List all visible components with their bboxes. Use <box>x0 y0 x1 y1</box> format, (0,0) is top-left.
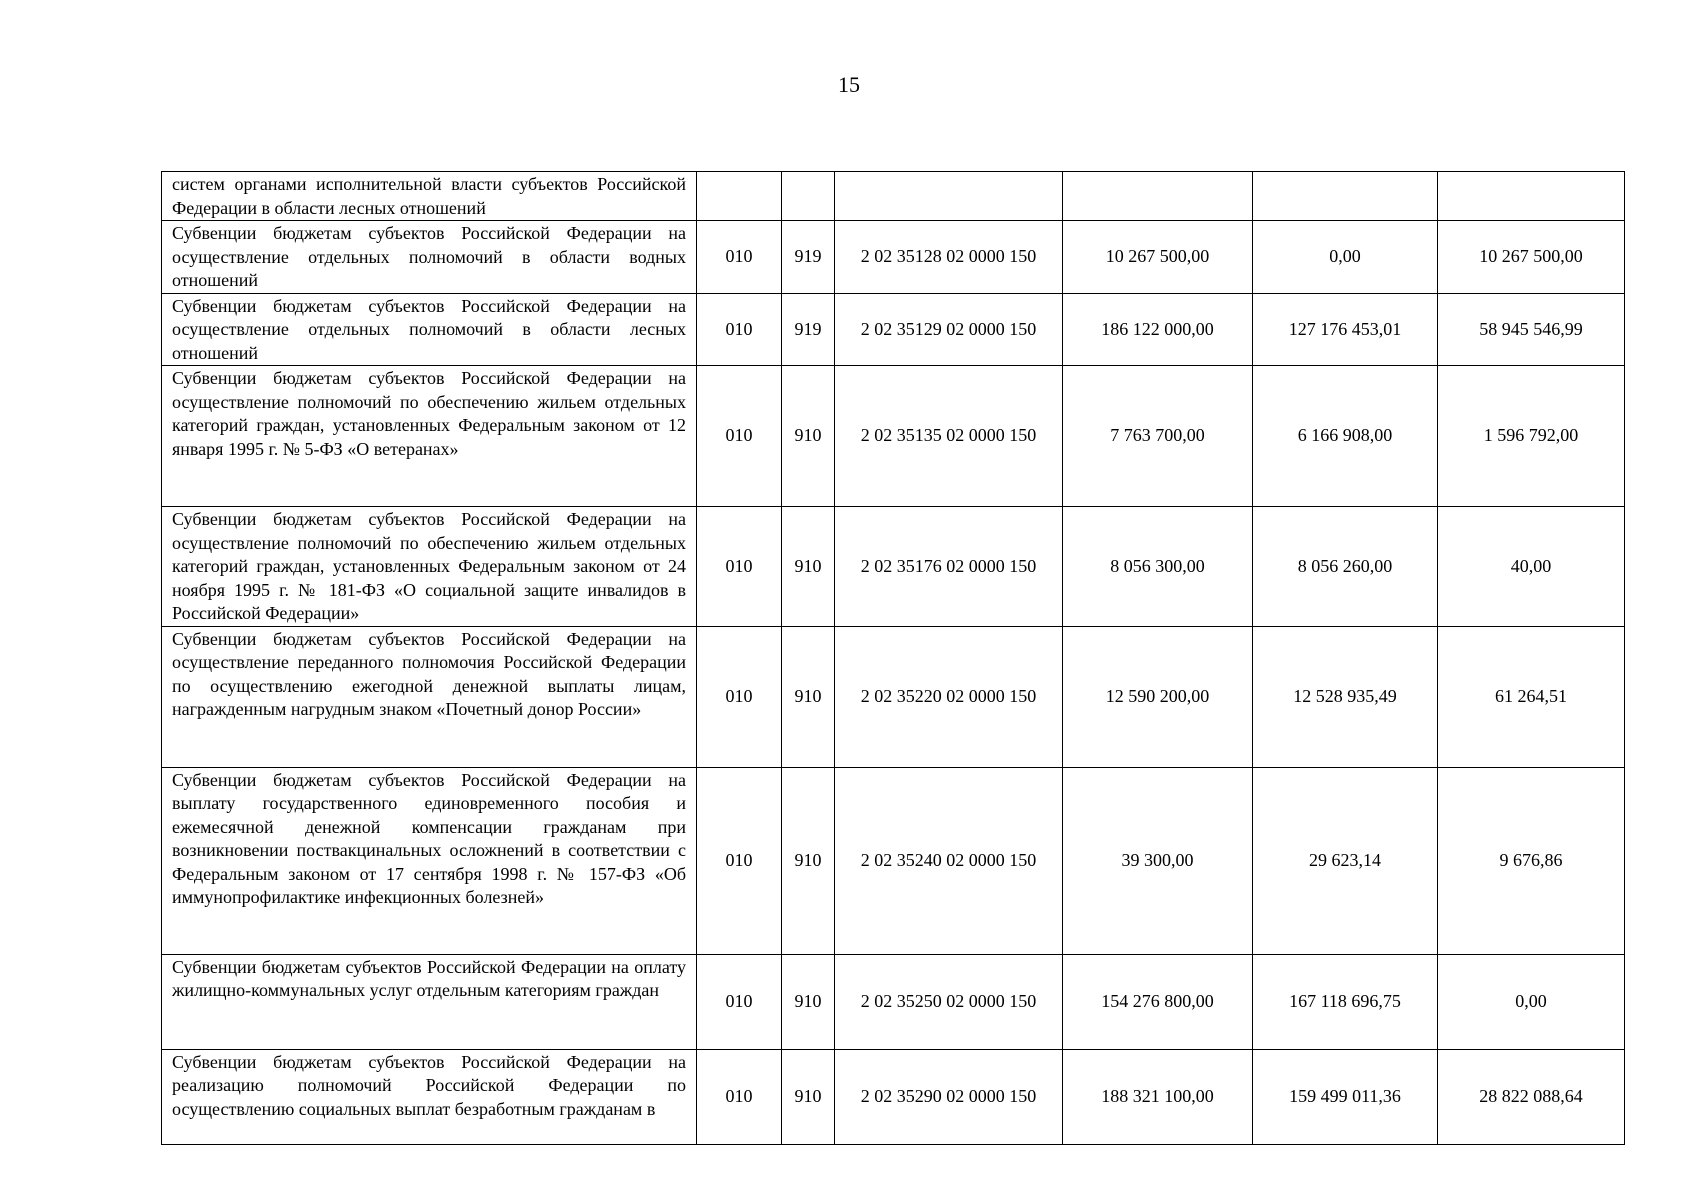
admin-code: 010 <box>697 507 782 627</box>
department-code: 910 <box>782 954 835 1049</box>
budget-table <box>161 171 1625 1145</box>
department-code: 910 <box>782 626 835 767</box>
row-description: Субвенции бюджетам субъектов Российской Федерации на осуществление отдельных полномочий в области водных отношений <box>162 221 697 294</box>
budget-classification-code <box>835 172 1063 221</box>
amount-remaining: 61 264,51 <box>1438 626 1625 767</box>
table-row <box>162 366 1625 507</box>
budget-classification-code: 2 02 35129 02 0000 150 <box>835 293 1063 366</box>
amount-remaining <box>1438 172 1625 221</box>
row-description: Субвенции бюджетам субъектов Российской Федерации на выплату государственного единовременного пособия и ежемесячной денежной компенсации гражданам при возникновении поствакцинальных осложнений в соответствии с Федеральным законом от 17 сентября 1998 г. № 157-ФЗ «Об иммунопрофилактике инфекционных болезней» <box>162 767 697 954</box>
budget-classification-code: 2 02 35250 02 0000 150 <box>835 954 1063 1049</box>
admin-code: 010 <box>697 366 782 507</box>
amount-executed <box>1253 172 1438 221</box>
amount-remaining: 28 822 088,64 <box>1438 1049 1625 1144</box>
amount-planned: 10 267 500,00 <box>1063 221 1253 294</box>
amount-executed: 167 118 696,75 <box>1253 954 1438 1049</box>
amount-executed: 12 528 935,49 <box>1253 626 1438 767</box>
amount-planned: 188 321 100,00 <box>1063 1049 1253 1144</box>
row-description: Субвенции бюджетам субъектов Российской Федерации на осуществление полномочий по обеспечению жильем отдельных категорий граждан, установленных Федеральным законом от 24 ноября 1995 г. № 181-ФЗ «О социальной защите инвалидов в Российской Федерации» <box>162 507 697 627</box>
department-code: 910 <box>782 1049 835 1144</box>
amount-remaining: 1 596 792,00 <box>1438 366 1625 507</box>
row-description: Субвенции бюджетам субъектов Российской Федерации на осуществление полномочий по обеспечению жильем отдельных категорий граждан, установленных Федеральным законом от 12 января 1995 г. № 5-ФЗ «О ветеранах» <box>162 366 697 507</box>
budget-classification-code: 2 02 35135 02 0000 150 <box>835 366 1063 507</box>
department-code: 919 <box>782 221 835 294</box>
amount-executed: 159 499 011,36 <box>1253 1049 1438 1144</box>
admin-code: 010 <box>697 293 782 366</box>
admin-code: 010 <box>697 626 782 767</box>
amount-planned: 12 590 200,00 <box>1063 626 1253 767</box>
row-description: Субвенции бюджетам субъектов Российской Федерации на осуществление отдельных полномочий в области лесных отношений <box>162 293 697 366</box>
page-number: 15 <box>838 72 860 97</box>
department-code: 910 <box>782 366 835 507</box>
table-row <box>162 221 1625 294</box>
department-code: 910 <box>782 507 835 627</box>
department-code: 919 <box>782 293 835 366</box>
budget-classification-code: 2 02 35290 02 0000 150 <box>835 1049 1063 1144</box>
budget-classification-code: 2 02 35240 02 0000 150 <box>835 767 1063 954</box>
row-description: систем органами исполнительной власти субъектов Российской Федерации в области лесных отношений <box>162 172 697 221</box>
table-row <box>162 626 1625 767</box>
budget-classification-code: 2 02 35128 02 0000 150 <box>835 221 1063 294</box>
table-row <box>162 767 1625 954</box>
table-row <box>162 507 1625 627</box>
amount-remaining: 40,00 <box>1438 507 1625 627</box>
admin-code: 010 <box>697 221 782 294</box>
table-row <box>162 1049 1625 1144</box>
department-code: 910 <box>782 767 835 954</box>
amount-remaining: 58 945 546,99 <box>1438 293 1625 366</box>
amount-executed: 0,00 <box>1253 221 1438 294</box>
table-row <box>162 293 1625 366</box>
admin-code: 010 <box>697 767 782 954</box>
department-code <box>782 172 835 221</box>
admin-code: 010 <box>697 954 782 1049</box>
amount-planned: 8 056 300,00 <box>1063 507 1253 627</box>
budget-classification-code: 2 02 35220 02 0000 150 <box>835 626 1063 767</box>
amount-executed: 6 166 908,00 <box>1253 366 1438 507</box>
row-description: Субвенции бюджетам субъектов Российской Федерации на реализацию полномочий Российской Федерации по осуществлению социальных выплат безработным гражданам в <box>162 1049 697 1144</box>
budget-classification-code: 2 02 35176 02 0000 150 <box>835 507 1063 627</box>
amount-remaining: 10 267 500,00 <box>1438 221 1625 294</box>
amount-planned: 7 763 700,00 <box>1063 366 1253 507</box>
amount-remaining: 0,00 <box>1438 954 1625 1049</box>
amount-planned: 39 300,00 <box>1063 767 1253 954</box>
table-row <box>162 172 1625 221</box>
amount-planned: 186 122 000,00 <box>1063 293 1253 366</box>
amount-executed: 127 176 453,01 <box>1253 293 1438 366</box>
amount-executed: 8 056 260,00 <box>1253 507 1438 627</box>
amount-executed: 29 623,14 <box>1253 767 1438 954</box>
admin-code: 010 <box>697 1049 782 1144</box>
amount-remaining: 9 676,86 <box>1438 767 1625 954</box>
amount-planned <box>1063 172 1253 221</box>
row-description: Субвенции бюджетам субъектов Российской Федерации на оплату жилищно-коммунальных услуг отдельным категориям граждан <box>162 954 697 1049</box>
admin-code <box>697 172 782 221</box>
row-description: Субвенции бюджетам субъектов Российской Федерации на осуществление переданного полномочия Российской Федерации по осуществлению ежегодной денежной выплаты лицам, награжденным нагрудным знаком «Почетный донор России» <box>162 626 697 767</box>
table-row <box>162 954 1625 1049</box>
amount-planned: 154 276 800,00 <box>1063 954 1253 1049</box>
